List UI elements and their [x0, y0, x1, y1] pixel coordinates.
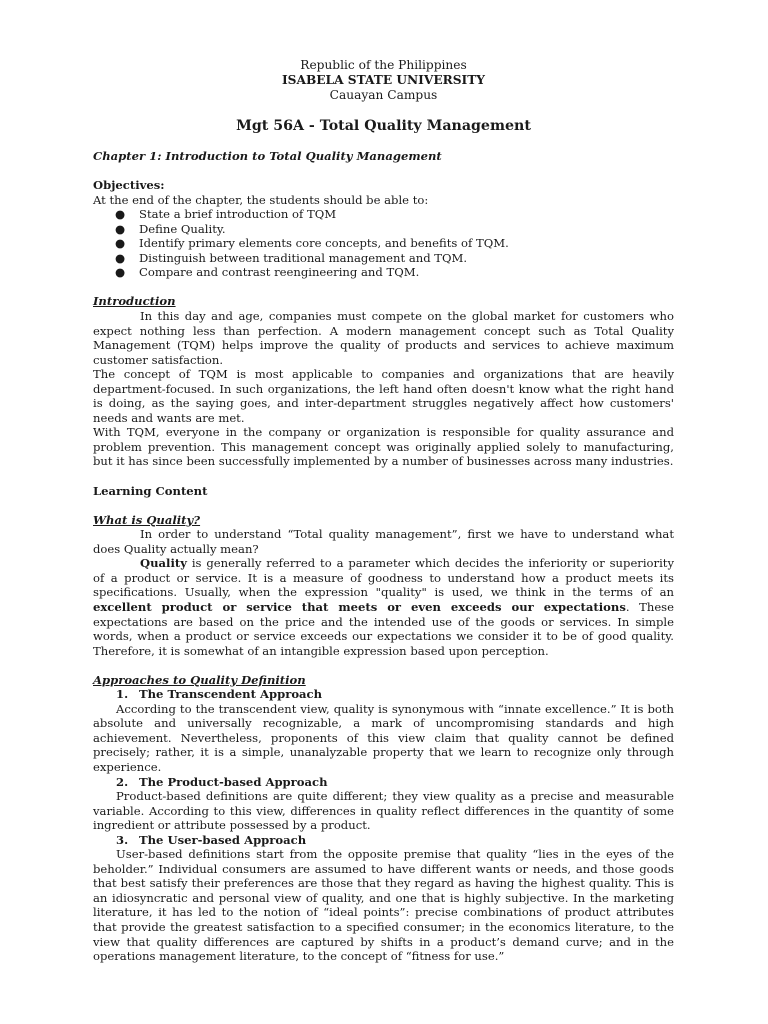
- header-country: Republic of the Philippines: [300, 58, 467, 72]
- introduction-heading: Introduction: [93, 294, 176, 309]
- quality-term: Quality: [140, 556, 187, 571]
- chapter-title: Chapter 1: Introduction to Total Quality Management: [93, 149, 442, 163]
- objectives-list: [93, 207, 674, 280]
- approach-title: The Transcendent Approach: [139, 687, 323, 702]
- bullet-icon: ●: [115, 250, 126, 265]
- approach-text: Product-based definitions are quite different; they view quality as a precise and measurable variable. According to this view, differences in quality reflect differences in the quantity of some ingredient or attribute possessed by a product.: [93, 789, 674, 833]
- approaches-heading: Approaches to Quality Definition: [93, 672, 306, 687]
- objective-text: Identify primary elements core concepts, and benefits of TQM.: [139, 236, 509, 251]
- header-university: ISABELA STATE UNIVERSITY: [281, 73, 486, 87]
- introduction-paragraph-2: The concept of TQM is most applicable to companies and organizations that are heavily department-focused. In such organizations, the left hand often doesn't know what the right hand is doing, as the saying goes, and inter-department struggles negatively affect how customers' needs and wants are met.: [93, 367, 674, 425]
- approach-number: 3.: [116, 832, 129, 847]
- bullet-icon: ●: [115, 265, 126, 280]
- approach-title: The Product-based Approach: [139, 774, 328, 789]
- what-is-quality-paragraph-1: In order to understand “Total quality management”, first we have to understand what does Quality actually mean?: [93, 527, 674, 556]
- objective-item: [93, 265, 674, 280]
- approach-number: 2.: [116, 774, 129, 789]
- approach-number: 1.: [116, 687, 129, 702]
- approach-heading: [93, 833, 674, 848]
- objective-item: [93, 222, 674, 237]
- approach-text: According to the transcendent view, quality is synonymous with “innate excellence.” It is both absolute and universally recognizable, a mark of uncompromising standards and high achievement. Nevertheless, proponents of this view claim that quality cannot be defined precisely; rather, it is a simple, unanalyzable property that we learn to recognize only through experience.: [93, 701, 674, 774]
- approach-text: User-based definitions start from the opposite premise that quality “lies in the eyes of the beholder.” Individual consumers are assumed to have different wants or needs, and those goods that best satisfy their preferences are those that they regard as having the highest quality. This is an idiosyncratic and personal view of quality, and one that is highly subjective. In the marketing literature, it has led to the notion of “ideal points”: precise combinations of product attributes that provide the greatest satisfaction to a specified consumer; in the economics literature, to the view that quality differences are captured by shifts in a product’s demand curve; and in the operations management literature, to the concept of “fitness for use.”: [93, 847, 674, 964]
- objective-item: [93, 251, 674, 266]
- quality-text-a: is generally referred to a parameter which decides the inferiority or superiority of a product or service. It is a measure of goodness to understand how a product meets its specifications. Usually, when the expression "quality" is used, we think in the terms of an: [93, 556, 674, 600]
- course-title: Mgt 56A - Total Quality Management: [236, 118, 531, 134]
- introduction-paragraph-3: With TQM, everyone in the company or organization is responsible for quality assurance and problem prevention. This management concept was originally applied solely to manufacturing, but it has since been successfully implemented by a number of businesses across many industries.: [93, 425, 674, 469]
- objectives-lead: At the end of the chapter, the students should be able to:: [93, 192, 429, 207]
- objective-item: [93, 236, 674, 251]
- approach-heading: [93, 775, 674, 790]
- objective-text: State a brief introduction of TQM: [139, 207, 337, 222]
- objective-item: [93, 207, 674, 222]
- what-is-quality-paragraph-2: [93, 556, 674, 658]
- introduction-paragraph-1: In this day and age, companies must compete on the global market for customers who expect nothing less than perfection. A modern management concept such as Total Quality Management (TQM) helps improve the quality of products and services to achieve maximum customer satisfaction.: [93, 309, 674, 367]
- objective-text: Compare and contrast reengineering and TQM.: [139, 265, 420, 280]
- quality-emphasis: excellent product or service that meets or even exceeds our expectations: [93, 599, 626, 614]
- approach-title: The User-based Approach: [139, 832, 307, 847]
- document-page: [93, 58, 674, 964]
- quality-text-b: . These expectations are based on the price and the intended use of the goods or services. In simple words, when a product or service exceeds our expectations we consider it to be of good quality. Therefore, it is somewhat of an intangible expression based upon perception.: [93, 599, 674, 658]
- what-is-quality-heading: What is Quality?: [93, 512, 201, 527]
- bullet-icon: ●: [115, 207, 126, 222]
- header-campus: Cauayan Campus: [329, 88, 438, 102]
- learning-content-heading: Learning Content: [93, 483, 208, 498]
- objective-text: Distinguish between traditional management and TQM.: [139, 250, 468, 265]
- objectives-heading: Objectives:: [93, 178, 165, 193]
- bullet-icon: ●: [115, 221, 126, 236]
- objective-text: Define Quality.: [139, 221, 226, 236]
- bullet-icon: ●: [115, 236, 126, 251]
- approach-heading: [93, 687, 674, 702]
